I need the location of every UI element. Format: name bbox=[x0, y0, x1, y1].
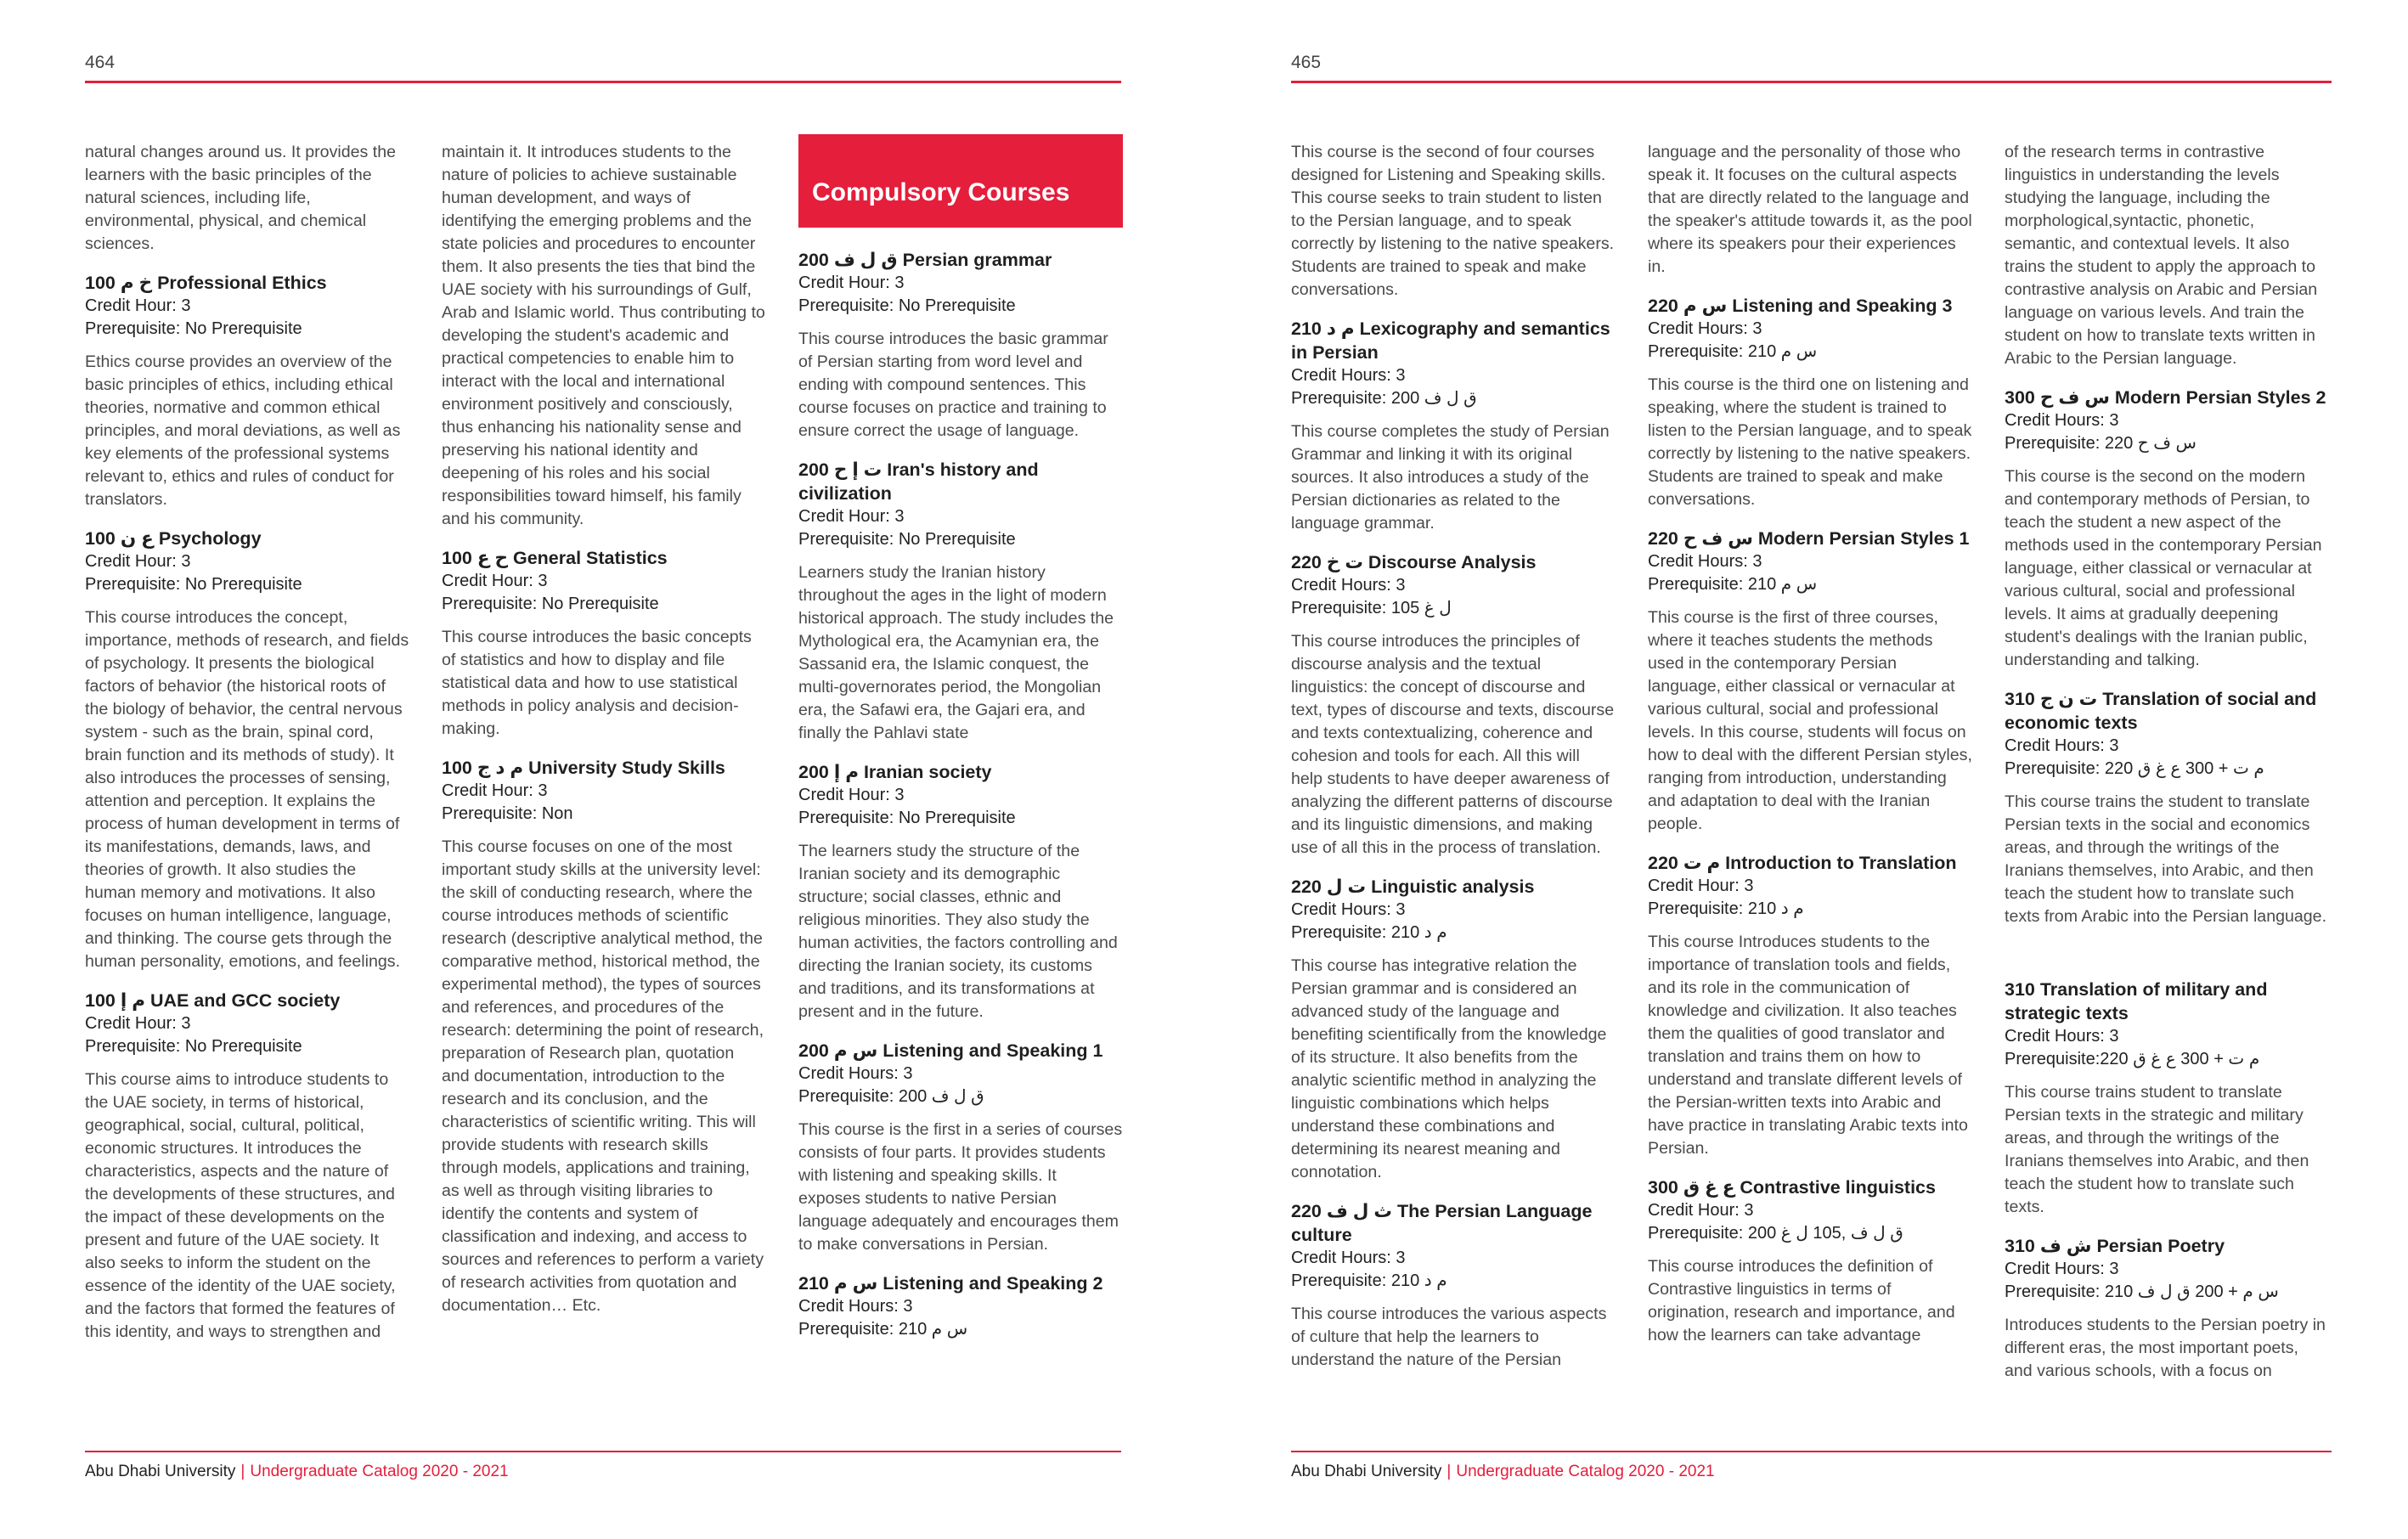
course-block bbox=[85, 527, 409, 973]
course-title: 220 ث ل ف The Persian Language culture bbox=[1291, 1201, 1593, 1245]
credit-hours: Credit Hour: 3 bbox=[798, 507, 905, 526]
prerequisite: Prerequisite: 210 م د bbox=[1648, 899, 1804, 918]
course-block bbox=[1648, 851, 1972, 1160]
course-description: Introduces students to the Persian poetry in different eras, the most important poets, and various schools, with a focus on bbox=[2005, 1316, 2326, 1380]
credit-hours: Credit Hour: 3 bbox=[85, 296, 191, 315]
right-page bbox=[1204, 0, 2408, 1539]
prerequisite: Prerequisite: 105 ل غ bbox=[1291, 599, 1452, 617]
credit-hours: Credit Hour: 3 bbox=[1648, 1201, 1754, 1220]
credit-hours: Credit Hours: 3 bbox=[798, 1297, 913, 1316]
course-block bbox=[798, 458, 1123, 745]
intro-text: maintain it. It introduces students to the nature of policies to achieve sustainable human development, and ways of identifying the emerging problems and the state policies and procedures to encounter them. It also presents the ties that bind the UAE society with his surroundings of Gulf, Arab and Islamic world. Thus contributing to developing the student's academic and practical competencies to enable him to interact with the local and international environment positively and consciously, thus enhancing his nationality sense and preserving his national identity and deepening of his roles and his social responsibilities toward himself, his family and his community. bbox=[442, 143, 765, 528]
course-block bbox=[85, 989, 409, 1344]
left-col-2 bbox=[442, 141, 766, 1333]
course-block bbox=[2005, 978, 2329, 1219]
page-footer bbox=[85, 1463, 509, 1481]
right-col-1 bbox=[1291, 141, 1616, 1387]
course-title: 210 س م Listening and Speaking 2 bbox=[798, 1273, 1103, 1294]
prerequisite: Prerequisite: 200 ق ل ف ,105 ل غ bbox=[1648, 1224, 1903, 1243]
course-block bbox=[1648, 294, 1972, 511]
prerequisite: Prerequisite:220 م ت + 300 ع غ ق bbox=[2005, 1050, 2260, 1068]
course-block bbox=[798, 760, 1123, 1023]
course-description: Learners study the Iranian history throughout the ages in the light of modern historical approach. The study includes the Mythological era, the Acamynian era, the Sassanid era, the Islamic conquest, the multi-governorates period, the Mongolian era, the Safawi era, the Gajari era, and finally the Pahlavi state bbox=[798, 563, 1114, 742]
prerequisite: Prerequisite: No Prerequisite bbox=[85, 575, 302, 594]
course-title: 100 ح ع General Statistics bbox=[442, 548, 668, 568]
credit-hours: Credit Hours: 3 bbox=[2005, 736, 2119, 755]
course-description: This course focuses on one of the most important study skills at the university level: the skill of conducting research, where the course introduces methods of scientific research (descriptive analytical method, the comparative method, historical method, the experimental method), the types of sources and references, and procedures of the research: determining the point of research, preparation of Research plan, quotation and documentation, introduction to the research and its conclusion, and the characteristics of scientific writing. This will provide students with research skills through models, applications and training, as well as through visiting libraries to identify the contents and system of classification and indexing, and access to sources and references to perform a variety of research activities from quotation and documentation… Etc. bbox=[442, 837, 764, 1315]
header-rule bbox=[1291, 81, 2332, 83]
page-footer bbox=[1291, 1463, 1715, 1481]
course-title: 200 ت إ ح Iran's history and civilization bbox=[798, 459, 1039, 504]
intro-text: language and the personality of those who speak it. It focuses on the cultural aspects that are directly related to the language and the speaker's attitude towards it, as the pool where its speakers pour their experiences in. bbox=[1648, 143, 1972, 276]
course-block bbox=[1291, 875, 1616, 1184]
prerequisite: Prerequisite: 220 م ت + 300 ع غ ق bbox=[2005, 759, 2264, 778]
prerequisite: Prerequisite: 210 س م bbox=[798, 1320, 968, 1339]
course-title: 200 س م Listening and Speaking 1 bbox=[798, 1040, 1103, 1061]
course-description: This course introduces the basic concepts of statistics and how to display and file statistical data and how to use statistical methods in policy analysis and decision-making. bbox=[442, 628, 752, 738]
credit-hours: Credit Hour: 3 bbox=[85, 552, 191, 571]
course-title: 100 خ م Professional Ethics bbox=[85, 273, 327, 293]
prerequisite: Prerequisite: No Prerequisite bbox=[798, 296, 1016, 315]
credit-hours: Credit Hour: 3 bbox=[85, 1014, 191, 1033]
course-title: 310 Translation of military and strategic texts bbox=[2005, 979, 2268, 1023]
footer-separator: | bbox=[240, 1463, 245, 1480]
course-block bbox=[2005, 386, 2329, 672]
course-description: This course is the first of three courses, where it teaches students the methods used in the contemporary Persian language, either classical or vernacular at various cultural, social and professional levels. In this course, students will focus on how to deal with the different Persian styles, ranging from introduction, understanding and adaptation to deal with the Iranian people. bbox=[1648, 608, 1972, 833]
course-block bbox=[1291, 1199, 1616, 1372]
course-description: This course aims to introduce students to the UAE society, in terms of historical, geographical, social, cultural, political, economic structures. It introduces the characteristics, aspects and the nature of the developments of these structures, and the impact of these developments on the present and future of the UAE society. It also seeks to inform the student on the essence of the identity of the UAE society, and the factors that formed the features of this identity, and ways to strengthen and bbox=[85, 1070, 396, 1341]
credit-hours: Credit Hours: 3 bbox=[1291, 576, 1406, 595]
course-block bbox=[85, 271, 409, 511]
prerequisite: Prerequisite: Non bbox=[442, 804, 573, 823]
course-title: 220 م ت Introduction to Translation bbox=[1648, 853, 1957, 873]
credit-hours: Credit Hours: 3 bbox=[2005, 411, 2119, 430]
course-title: 300 ع غ ق Contrastive linguistics bbox=[1648, 1177, 1936, 1198]
course-title: 300 س ف ح Modern Persian Styles 2 bbox=[2005, 387, 2326, 408]
course-description: This course Introduces students to the importance of translation tools and fields, and its role in the communication of knowledge and civilization. It also teaches them the qualities of good translator and translation and trains them on how to understand and translate different levels of the Persian-written texts into Arabic and have practice in translating Arabic texts into Persian. bbox=[1648, 933, 1968, 1158]
credit-hours: Credit Hour: 3 bbox=[1648, 877, 1754, 895]
credit-hours: Credit Hours: 3 bbox=[2005, 1260, 2119, 1278]
left-col-1 bbox=[85, 141, 409, 1359]
course-block bbox=[1648, 527, 1972, 836]
course-description: This course introduces the principles of discourse analysis and the textual linguistics: the concept of discourse and text, types of discourse and texts, discourse and texts contextualizing, coherence and cohesion and tools for each. All this will help students to have deeper awareness of analyzing the different patterns of discourse and its linguistic dimensions, and making use of all this in the process of translation. bbox=[1291, 632, 1615, 857]
footer-rule bbox=[85, 1451, 1121, 1452]
intro-text: of the research terms in contrastive linguistics in understanding the levels studying the language, including the morphological,syntactic, phonetic, semantic, and contextual levels. It also trains the student to apply the approach to contrastive analysis on Arabic and Persian language on various levels. And train the student on how to translate texts written in Arabic to the Persian language. bbox=[2005, 143, 2318, 368]
course-title: 200 م إ Iranian society bbox=[798, 762, 992, 782]
course-description: This course has integrative relation the Persian grammar and is considered an advanced study of the language and benefiting scientifically from the knowledge of its structure. It also benefits from the analytic scientific method in analyzing the linguistic combinations which helps understand these combinations and determining its nearest meaning and connotation. bbox=[1291, 956, 1607, 1181]
course-title: 210 م د Lexicography and semantics in Persian bbox=[1291, 319, 1610, 363]
course-title: 220 ت خ Discourse Analysis bbox=[1291, 552, 1537, 572]
credit-hours: Credit Hours: 3 bbox=[1291, 366, 1406, 385]
course-block bbox=[798, 1271, 1123, 1341]
course-title: 100 ع ن Psychology bbox=[85, 528, 262, 549]
section-banner: Compulsory Courses bbox=[798, 134, 1123, 228]
course-block bbox=[442, 756, 766, 1317]
course-block bbox=[1648, 1175, 1972, 1347]
prerequisite: Prerequisite: 210 س م bbox=[1648, 342, 1818, 361]
page-number: 464 bbox=[85, 53, 116, 72]
course-description: This course trains the student to translate Persian texts in the social and economics areas, and through the writings of the Iranians themselves, into Arabic, and then teach the student how to translate such texts from Arabic into the Persian language. bbox=[2005, 792, 2327, 926]
course-block bbox=[798, 1039, 1123, 1256]
course-description: The learners study the structure of the Iranian society and its demographic structure; social classes, ethnic and religious minorities. They also study the human activities, the factors controlling and directing the Iranian society, its customs and traditions, and its transformations at present and in the future. bbox=[798, 842, 1118, 1021]
course-block bbox=[1291, 550, 1616, 860]
credit-hours: Credit Hours: 3 bbox=[2005, 1027, 2119, 1046]
course-title: 100 م إ UAE and GCC society bbox=[85, 990, 341, 1011]
prerequisite: Prerequisite: 200 ق ل ف bbox=[1291, 389, 1477, 408]
course-description: This course trains student to translate Persian texts in the strategic and military areas, and through the writings of the Iranians themselves into Arabic, and then teach the student how to translate such texts. bbox=[2005, 1083, 2309, 1216]
prerequisite: Prerequisite: 210 م د bbox=[1291, 1271, 1447, 1290]
course-description: This course introduces the various aspects of culture that help the learners to understand the nature of the Persian bbox=[1291, 1305, 1607, 1369]
page-number: 465 bbox=[1291, 53, 1322, 72]
course-block bbox=[798, 248, 1123, 443]
course-description: This course is the first in a series of courses consists of four parts. It provides students with listening and speaking skills. It exposes students to native Persian language adequately and encourages them to make conversations in Persian. bbox=[798, 1120, 1123, 1254]
footer-rule bbox=[1291, 1451, 2332, 1452]
credit-hours: Credit Hours: 3 bbox=[798, 1064, 913, 1083]
credit-hours: Credit Hour: 3 bbox=[442, 572, 548, 590]
footer-catalog: Undergraduate Catalog 2020 - 2021 bbox=[1456, 1463, 1715, 1480]
right-col-3 bbox=[2005, 141, 2329, 1398]
left-col-3 bbox=[798, 141, 1123, 1351]
course-description: This course is the second on the modern and contemporary methods of Persian, to teach the student a new aspect of the methods used in the contemporary Persian language, either classical or vernacular at various cultural, social and professional levels. It aims at gradually deepening student's dealings with the Iranian public, understanding and talking. bbox=[2005, 467, 2322, 669]
footer-catalog: Undergraduate Catalog 2020 - 2021 bbox=[250, 1463, 509, 1480]
prerequisite: Prerequisite: No Prerequisite bbox=[798, 530, 1016, 549]
course-description: This course introduces the basic grammar of Persian starting from word level and ending with compound sentences. This course focuses on practice and training to ensure correct the usage of language. bbox=[798, 330, 1108, 440]
course-block bbox=[1291, 317, 1616, 535]
prerequisite: Prerequisite: 210 م د bbox=[1291, 923, 1447, 942]
course-description: This course introduces the definition of Contrastive linguistics in terms of origination, research and importance, and how the learners can take advantage bbox=[1648, 1257, 1955, 1345]
footer-university: Abu Dhabi University bbox=[85, 1463, 236, 1480]
course-block bbox=[442, 546, 766, 741]
intro-text: natural changes around us. It provides the learners with the basic principles of the natural sciences, including life, environmental, physical, and chemical sciences. bbox=[85, 143, 396, 253]
course-block bbox=[2005, 1234, 2329, 1383]
prerequisite: Prerequisite: 220 س ف ح bbox=[2005, 434, 2197, 453]
prerequisite: Prerequisite: No Prerequisite bbox=[442, 595, 659, 613]
course-title: 310 ش ف Persian Poetry bbox=[2005, 1236, 2225, 1256]
course-title: 310 ت ن ج Translation of social and economic texts bbox=[2005, 689, 2317, 733]
prerequisite: Prerequisite: 210 س م bbox=[1648, 575, 1818, 594]
course-title: 220 س م Listening and Speaking 3 bbox=[1648, 296, 1953, 316]
spacer bbox=[2005, 944, 2329, 978]
header-rule bbox=[85, 81, 1121, 83]
course-description: This course is the third one on listening and speaking, where the student is trained to listen to the Persian language, and to speak correctly by listening to the native speakers. Students are trained to speak and make conversations. bbox=[1648, 375, 1972, 509]
footer-separator: | bbox=[1446, 1463, 1452, 1480]
course-description: This course completes the study of Persian Grammar and linking it with its original sources. It also introduces a study of the Persian dictionaries as related to the language grammar. bbox=[1291, 422, 1610, 533]
course-title: 220 س ف ح Modern Persian Styles 1 bbox=[1648, 528, 1970, 549]
credit-hours: Credit Hours: 3 bbox=[1291, 900, 1406, 919]
course-title: 220 ت ل Linguistic analysis bbox=[1291, 877, 1535, 897]
credit-hours: Credit Hours: 3 bbox=[1291, 1249, 1406, 1267]
credit-hours: Credit Hours: 3 bbox=[1648, 319, 1762, 338]
prerequisite: Prerequisite: 210 س م + 200 ق ل ف bbox=[2005, 1282, 2279, 1301]
course-description: This course introduces the concept, importance, methods of research, and fields of psychology. It presents the biological factors of behavior (the historical roots of the biology of behavior, the central nervous system - such as the brain, spinal cord, brain function and its methods of study). It also introduces the processes of sensing, attention and perception. It explains the process of human development in terms of its manifestations, demands, laws, and theories of growth. It also studies the human memory and motivations. It also focuses on human intelligence, language, and thinking. The course gets through the human personality, emotions, and feelings. bbox=[85, 608, 409, 971]
intro-text: This course is the second of four courses designed for Listening and Speaking skills. This course seeks to train student to listen to the Persian language, and to speak correctly by listening to the native speakers. Students are trained to speak and make conversations. bbox=[1291, 143, 1615, 299]
course-description: Ethics course provides an overview of the basic principles of ethics, including ethical theories, normative and common ethical principles, and moral deviations, as well as key elements of the professional systems relevant to, ethics and rules of conduct for translators. bbox=[85, 352, 401, 509]
credit-hours: Credit Hour: 3 bbox=[798, 273, 905, 292]
prerequisite: Prerequisite: 200 ق ل ف bbox=[798, 1087, 984, 1106]
credit-hours: Credit Hour: 3 bbox=[798, 786, 905, 804]
prerequisite: Prerequisite: No Prerequisite bbox=[85, 1037, 302, 1056]
credit-hours: Credit Hour: 3 bbox=[442, 781, 548, 800]
prerequisite: Prerequisite: No Prerequisite bbox=[85, 319, 302, 338]
footer-university: Abu Dhabi University bbox=[1291, 1463, 1442, 1480]
course-title: 200 ق ل ف Persian grammar bbox=[798, 250, 1052, 270]
course-title: 100 م د ج University Study Skills bbox=[442, 758, 725, 778]
prerequisite: Prerequisite: No Prerequisite bbox=[798, 809, 1016, 827]
course-block bbox=[2005, 687, 2329, 928]
credit-hours: Credit Hours: 3 bbox=[1648, 552, 1762, 571]
right-col-2 bbox=[1648, 141, 1972, 1362]
